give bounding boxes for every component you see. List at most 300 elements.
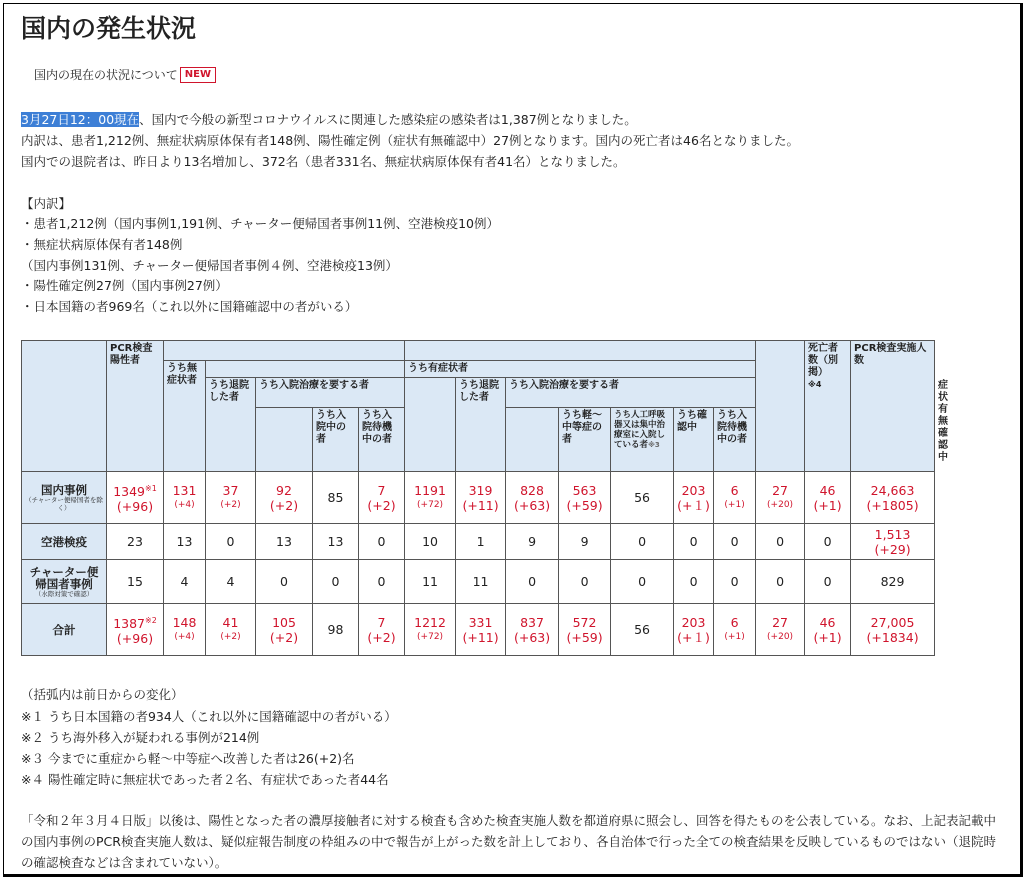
cell-value: 203 — [681, 482, 706, 498]
delta-paren: ) — [545, 497, 551, 513]
table-cell — [456, 560, 506, 604]
header-sym-treatment: うち入院治療を要する者 — [506, 378, 756, 408]
delta-paren: ) — [905, 541, 911, 557]
delta-paren: ) — [439, 631, 444, 642]
header-asym-hospitalized: うち入院中の者 — [313, 408, 359, 472]
cell-value: 0 — [331, 574, 340, 589]
header-sym-check: うち確認中 — [674, 408, 714, 472]
table-cell — [674, 560, 714, 604]
cell-value: 0 — [638, 574, 647, 589]
table-cell — [559, 472, 611, 524]
cell-value: 37 — [222, 482, 239, 498]
cell-value: 1 — [476, 534, 485, 549]
cell-value: 98 — [327, 622, 344, 637]
header-sym-icu-note: ※3 — [648, 441, 660, 449]
breakdown-item: ・日本国籍の者969名（これ以外に国籍確認中の者がいる） — [21, 299, 358, 314]
stats-table-body — [22, 472, 935, 656]
cell-value: 13 — [176, 534, 193, 549]
cell-value: 0 — [823, 574, 832, 589]
table-cell — [559, 560, 611, 604]
delta-paren: ) — [439, 499, 444, 510]
cell-value: 0 — [776, 534, 785, 549]
cell-delta — [851, 630, 934, 645]
cell-delta — [851, 542, 934, 557]
note-line: ※３ 今までに重症から軽～中等症へ改善した者は26(+2)名 — [21, 751, 355, 766]
delta-value: +2 — [274, 497, 294, 513]
cell-delta — [851, 498, 934, 513]
cell-value: 131 — [172, 482, 197, 498]
delta-paren: ( — [724, 499, 728, 510]
cell-value: 1191 — [414, 482, 446, 498]
page-title: 国内の発生状況 — [21, 14, 197, 43]
cell-delta — [559, 498, 610, 513]
table-cell — [164, 560, 206, 604]
table-cell — [164, 472, 206, 524]
delta-paren: ( — [813, 497, 819, 513]
delta-value: +2 — [372, 497, 391, 513]
cell-value: 0 — [280, 574, 288, 589]
note-line: ※４ 陽性確定時に無症状であった者２名、有症状であった者44名 — [21, 772, 389, 787]
cell-delta — [674, 498, 713, 513]
delta-value: +59 — [571, 497, 598, 513]
table-cell — [206, 524, 256, 560]
table-cell — [107, 560, 164, 604]
cell-delta — [107, 499, 163, 514]
summary-line-1-text: 、国内で今般の新型コロナウイルスに関連した感染症の感染者は1,387例となりました。 — [139, 112, 637, 127]
cell-delta — [164, 630, 205, 645]
table-cell — [456, 524, 506, 560]
delta-paren: ) — [705, 497, 710, 513]
delta-paren: ( — [269, 629, 275, 645]
cell-delta — [359, 498, 404, 513]
cell-delta — [805, 498, 850, 513]
delta-paren: ) — [705, 629, 710, 645]
cell-value: 0 — [377, 534, 386, 549]
row-header-sub: （チャーター便帰国者を除く） — [25, 495, 103, 512]
header-blank — [506, 408, 559, 472]
delta-paren: ( — [417, 499, 421, 510]
row-header-sub: （水際対策で確認） — [34, 589, 94, 598]
delta-paren: ( — [417, 631, 421, 642]
cell-value: 6 — [730, 482, 739, 498]
delta-paren: ) — [293, 629, 299, 645]
cell-delta — [559, 630, 610, 645]
row-header — [22, 472, 107, 524]
cell-value: 0 — [730, 574, 739, 589]
cell-value: 0 — [528, 574, 537, 589]
delta-paren: ) — [237, 499, 241, 510]
delta-value: +1 — [818, 629, 837, 645]
cell-value: 92 — [276, 482, 292, 498]
delta-paren: ( — [767, 499, 771, 510]
delta-value: +11 — [467, 497, 494, 513]
delta-paren: ) — [597, 629, 603, 645]
cell-delta — [359, 630, 404, 645]
table-cell — [405, 604, 456, 656]
delta-value: +1 — [727, 499, 742, 510]
table-cell — [851, 560, 935, 604]
summary-line-2: 内訳は、患者1,212例、無症状病原体保有者148例、陽性確定例（症状有無確認中）27例となります。国内の死亡者は46名となりました。 — [21, 133, 799, 148]
table-cell — [756, 604, 805, 656]
cell-value: 0 — [689, 574, 698, 589]
table-cell — [851, 524, 935, 560]
delta-paren: ) — [493, 629, 499, 645]
header-sym-icu — [611, 408, 674, 472]
cell-value: 13 — [276, 534, 292, 549]
delta-paren: ) — [913, 497, 919, 513]
summary-line-3: 国内での退院者は、昨日より13名増加し、372名（患者331名、無症状病原体保有者41名）となりました。 — [21, 154, 626, 169]
delta-paren: ( — [462, 629, 468, 645]
delta-value: +1 — [727, 631, 742, 642]
summary-line-1 — [21, 109, 637, 130]
table-cell — [359, 560, 405, 604]
header-pcr-positive: PCR検査陽性者 — [107, 341, 164, 472]
cell-delta — [714, 630, 755, 645]
table-cell — [313, 524, 359, 560]
header-pcr-tests: PCR検査実施人数 — [851, 341, 935, 472]
table-cell — [611, 604, 674, 656]
table-cell — [674, 604, 714, 656]
header-deaths-note: ※4 — [808, 380, 822, 389]
cell-value: 1349 — [113, 484, 145, 500]
table-cell — [405, 472, 456, 524]
table-cell — [805, 604, 851, 656]
header-deaths — [805, 341, 851, 472]
delta-paren: ( — [367, 629, 373, 645]
delta-paren: ) — [390, 629, 396, 645]
delta-paren: ( — [866, 497, 872, 513]
delta-value: +63 — [518, 629, 546, 645]
delta-paren: ) — [913, 629, 919, 645]
cell-value: 563 — [572, 482, 597, 498]
table-cell — [674, 472, 714, 524]
cell-delta — [714, 498, 755, 513]
table-cell — [206, 604, 256, 656]
cell-value: 46 — [819, 482, 836, 498]
cell-value: 1,513 — [874, 526, 911, 542]
table-cell — [805, 524, 851, 560]
cell-value: 1212 — [414, 614, 446, 630]
cell-value: 203 — [681, 614, 706, 630]
table-row — [22, 472, 935, 524]
row-header — [22, 604, 107, 656]
cell-delta — [456, 498, 505, 513]
header-sym-mild: うち軽～中等症の者 — [559, 408, 611, 472]
delta-paren: ) — [191, 631, 195, 642]
delta-paren: ( — [220, 631, 224, 642]
table-cell — [359, 604, 405, 656]
header-blank — [22, 341, 107, 472]
cell-value: 1387 — [113, 616, 145, 632]
delta-value: +2 — [223, 499, 238, 510]
table-cell — [611, 560, 674, 604]
delta-paren: ) — [493, 497, 499, 513]
cell-value: 331 — [468, 614, 493, 630]
delta-paren: ( — [116, 631, 122, 647]
delta-paren: ( — [866, 629, 872, 645]
delta-paren: ( — [566, 497, 572, 513]
table-cell — [506, 604, 559, 656]
table-cell — [206, 472, 256, 524]
table-cell — [714, 604, 756, 656]
table-cell — [851, 472, 935, 524]
table-cell — [164, 524, 206, 560]
current-status-link-label[interactable]: 国内の現在の状況について — [34, 68, 178, 82]
cell-value: 10 — [422, 534, 438, 549]
delta-paren: ( — [220, 499, 224, 510]
header-sym-discharged: うち退院した者 — [456, 378, 506, 472]
cell-value: 0 — [638, 534, 647, 549]
cell-delta — [206, 630, 255, 645]
table-cell — [756, 524, 805, 560]
delta-paren: ( — [677, 629, 683, 645]
table-cell — [359, 472, 405, 524]
table-row — [22, 524, 935, 560]
cell-delta — [164, 498, 205, 513]
header-blank — [206, 361, 405, 378]
table-cell — [405, 560, 456, 604]
delta-paren: ) — [789, 631, 794, 642]
cell-value: 105 — [272, 614, 296, 630]
cell-delta — [256, 498, 312, 513]
table-cell — [506, 560, 559, 604]
table-cell — [359, 524, 405, 560]
table-cell — [107, 604, 164, 656]
cell-value: 24,663 — [870, 482, 915, 498]
table-cell — [206, 560, 256, 604]
table-cell — [559, 604, 611, 656]
cell-value: 11 — [422, 574, 438, 589]
cell-value: 0 — [580, 574, 589, 589]
cell-value-wrap — [107, 613, 163, 631]
delta-paren: ( — [513, 629, 519, 645]
table-cell — [313, 472, 359, 524]
delta-paren: ) — [836, 497, 842, 513]
delta-value: +72 — [420, 631, 440, 642]
header-blank — [405, 341, 756, 361]
cell-value: 0 — [776, 574, 785, 589]
delta-value: +59 — [571, 629, 598, 645]
delta-value: +63 — [518, 497, 546, 513]
header-blank — [756, 341, 805, 472]
breakdown-heading: 【内訳】 — [21, 196, 72, 211]
delta-paren: ) — [741, 631, 745, 642]
delta-value: +1805 — [871, 497, 914, 513]
table-row — [22, 560, 935, 604]
row-header-label: 国内事例 — [41, 482, 87, 497]
header-sym: うち有症状者 — [405, 361, 756, 378]
delta-paren: ) — [789, 499, 794, 510]
current-status-link[interactable] — [34, 66, 216, 83]
cell-value-wrap — [107, 481, 163, 499]
table-cell — [611, 524, 674, 560]
delta-paren: ( — [513, 497, 519, 513]
delta-value: +１ — [682, 629, 706, 645]
breakdown-item: ・無症状病原体保有者148例 — [21, 237, 183, 252]
header-sym-waiting: うち入院待機中の者 — [714, 408, 756, 472]
cell-value: 829 — [880, 574, 905, 589]
delta-paren: ( — [813, 629, 819, 645]
delta-value: +20 — [770, 631, 790, 642]
cell-footnote: ※1 — [145, 483, 157, 493]
cell-value: 46 — [819, 614, 836, 630]
delta-paren: ) — [390, 497, 396, 513]
delta-paren: ) — [148, 499, 154, 515]
cell-delta — [756, 498, 804, 513]
delta-paren: ) — [836, 629, 842, 645]
header-asym-discharged: うち退院した者 — [206, 378, 256, 472]
delta-value: +4 — [177, 631, 192, 642]
row-header-label: 空港検疫 — [41, 534, 87, 549]
table-cell — [164, 604, 206, 656]
table-cell — [313, 604, 359, 656]
delta-paren: ) — [237, 631, 241, 642]
header-deaths-label: 死亡者数（別掲） — [808, 343, 839, 378]
header-asym: うち無症状者 — [164, 361, 206, 472]
table-cell — [714, 524, 756, 560]
table-cell — [756, 560, 805, 604]
cell-delta — [405, 498, 455, 513]
cell-value: 0 — [823, 534, 832, 549]
note-line: ※１ うち日本国籍の者934人（これ以外に国籍確認中の者がいる） — [21, 709, 397, 724]
delta-value: +96 — [121, 499, 149, 515]
cell-value: 27 — [772, 614, 788, 630]
cell-value: 15 — [127, 574, 143, 589]
cell-value: 85 — [327, 490, 344, 505]
table-cell — [674, 524, 714, 560]
cell-value: 56 — [634, 622, 650, 637]
cell-value: 56 — [634, 490, 650, 505]
table-cell — [714, 560, 756, 604]
table-cell — [313, 560, 359, 604]
header-blank — [164, 341, 405, 361]
cell-value: 27,005 — [870, 614, 915, 630]
breakdown-item: ・陽性確定例27例（国内事例27例） — [21, 278, 228, 293]
delta-paren: ) — [148, 631, 154, 647]
table-cell — [805, 560, 851, 604]
table-cell — [256, 472, 313, 524]
cell-delta — [405, 630, 455, 645]
cell-value: 148 — [172, 614, 197, 630]
cell-footnote: ※2 — [145, 615, 157, 625]
cell-value: 11 — [472, 574, 489, 589]
table-cell — [256, 524, 313, 560]
delta-paren: ) — [191, 499, 195, 510]
table-cell — [714, 472, 756, 524]
cell-value: 0 — [226, 534, 235, 549]
stats-table: PCR検査陽性者 死亡者数（別掲） ※4 PCR検査実施人数 うち無症状者 うち有症状者 うち退院した者 うち入院治療を要する者 うち退院した者 うち入院治療を要する者 症状有無確認中 うち入院中の者 うち入院待機中の者 うち軽～中等症の者 うち人工呼吸器又は集中治療室に入院している者※3 うち確認中 うち入院待機中の者 国内事例 （チャーター便帰国者を除く） 1349$^{※1}$ (+96) 131 (+4) 37 (+2) 92 (+2) 85 7 (+2) 1191 (+72) 319 (+11) 828 (+63) 563 (+59) 56 203 (+１) 6 (+1) 27 (+20) 46 (+1) 24,663 (+1805) 空港検疫 23 13 0 13 13 0 10 1 9 9 0 0 0 0 0 1,513 (+29) チャーター便帰国者事例 （水際対策で確認） 15 4 4 0 0 0 11 11 0 0 0 0 0 0 0 829 合計 1387$^{※2}$ (+96) 148 (+4) 41 (+2) 105 (+2) 98 7 (+2) 1212 (+72) 331 (+11) 837 (+63) 572 (+59) 56 203 (+１) 6 (+1) 27 (+20) 46 (+1) 27,005 (+1834) — [21, 340, 935, 656]
cell-value: 4 — [180, 574, 189, 589]
row-header — [22, 560, 107, 604]
table-cell — [405, 524, 456, 560]
delta-paren: ( — [116, 499, 122, 515]
delta-paren: ( — [724, 631, 728, 642]
breakdown-item: （国内事例131例、チャーター便帰国者事例４例、空港検疫13例） — [21, 258, 398, 273]
header-blank — [256, 408, 313, 472]
delta-paren: ( — [462, 497, 468, 513]
new-badge: NEW — [180, 67, 216, 83]
cell-value: 41 — [222, 614, 239, 630]
delta-paren: ( — [174, 499, 178, 510]
cell-delta — [206, 498, 255, 513]
delta-value: +4 — [177, 499, 192, 510]
table-cell — [456, 604, 506, 656]
header-sym-icu-label: うち人工呼吸器又は集中治療室に入院している者 — [614, 410, 666, 450]
cell-value: 6 — [730, 614, 739, 630]
cell-value: 837 — [520, 614, 544, 630]
delta-paren: ( — [677, 497, 683, 513]
cell-value: 572 — [572, 614, 597, 630]
table-cell — [256, 604, 313, 656]
delta-value: +20 — [770, 499, 790, 510]
cell-value: 9 — [580, 534, 589, 549]
cell-delta — [256, 630, 312, 645]
cell-value: 0 — [377, 574, 386, 589]
table-cell — [756, 472, 805, 524]
table-cell — [506, 524, 559, 560]
table-cell — [851, 604, 935, 656]
delta-paren: ( — [874, 541, 880, 557]
delta-paren: ) — [597, 497, 603, 513]
delta-paren: ( — [566, 629, 572, 645]
delta-value: +2 — [274, 629, 294, 645]
delta-paren: ( — [367, 497, 373, 513]
cell-value: 7 — [377, 482, 386, 498]
delta-paren: ( — [174, 631, 178, 642]
note-line: （括弧内は前日からの変化） — [21, 687, 184, 702]
delta-value: +72 — [420, 499, 440, 510]
delta-value: +1834 — [871, 629, 914, 645]
cell-delta — [756, 630, 804, 645]
delta-paren: ( — [767, 631, 771, 642]
delta-paren: ) — [293, 497, 299, 513]
cell-value: 0 — [730, 534, 739, 549]
delta-value: +1 — [818, 497, 837, 513]
delta-value: +11 — [467, 629, 494, 645]
cell-value: 4 — [226, 574, 235, 589]
note-line: ※２ うち海外移入が疑われる事例が214例 — [21, 730, 260, 745]
table-cell — [456, 472, 506, 524]
cell-delta — [107, 631, 163, 646]
cell-value: 27 — [772, 482, 788, 498]
table-cell — [805, 472, 851, 524]
table-cell — [611, 472, 674, 524]
row-header-label: チャーター便帰国者事例 — [29, 564, 99, 591]
delta-value: +96 — [121, 631, 149, 647]
table-cell — [256, 560, 313, 604]
cell-delta — [506, 630, 558, 645]
delta-value: +１ — [682, 497, 706, 513]
delta-paren: ) — [545, 629, 551, 645]
delta-value: +2 — [223, 631, 238, 642]
cell-value: 319 — [468, 482, 493, 498]
cell-delta — [506, 498, 558, 513]
row-header — [22, 524, 107, 560]
cell-delta — [674, 630, 713, 645]
table-cell — [107, 524, 164, 560]
cell-value: 13 — [327, 534, 344, 549]
cell-value: 828 — [520, 482, 544, 498]
cell-value: 23 — [127, 534, 143, 549]
delta-value: +2 — [372, 629, 391, 645]
delta-value: +29 — [879, 541, 906, 557]
header-asym-waiting: うち入院待機中の者 — [359, 408, 405, 472]
table-cell — [559, 524, 611, 560]
row-header-label: 合計 — [52, 622, 76, 637]
header-blank — [405, 378, 456, 472]
cell-delta — [805, 630, 850, 645]
cell-value: 7 — [377, 614, 386, 630]
